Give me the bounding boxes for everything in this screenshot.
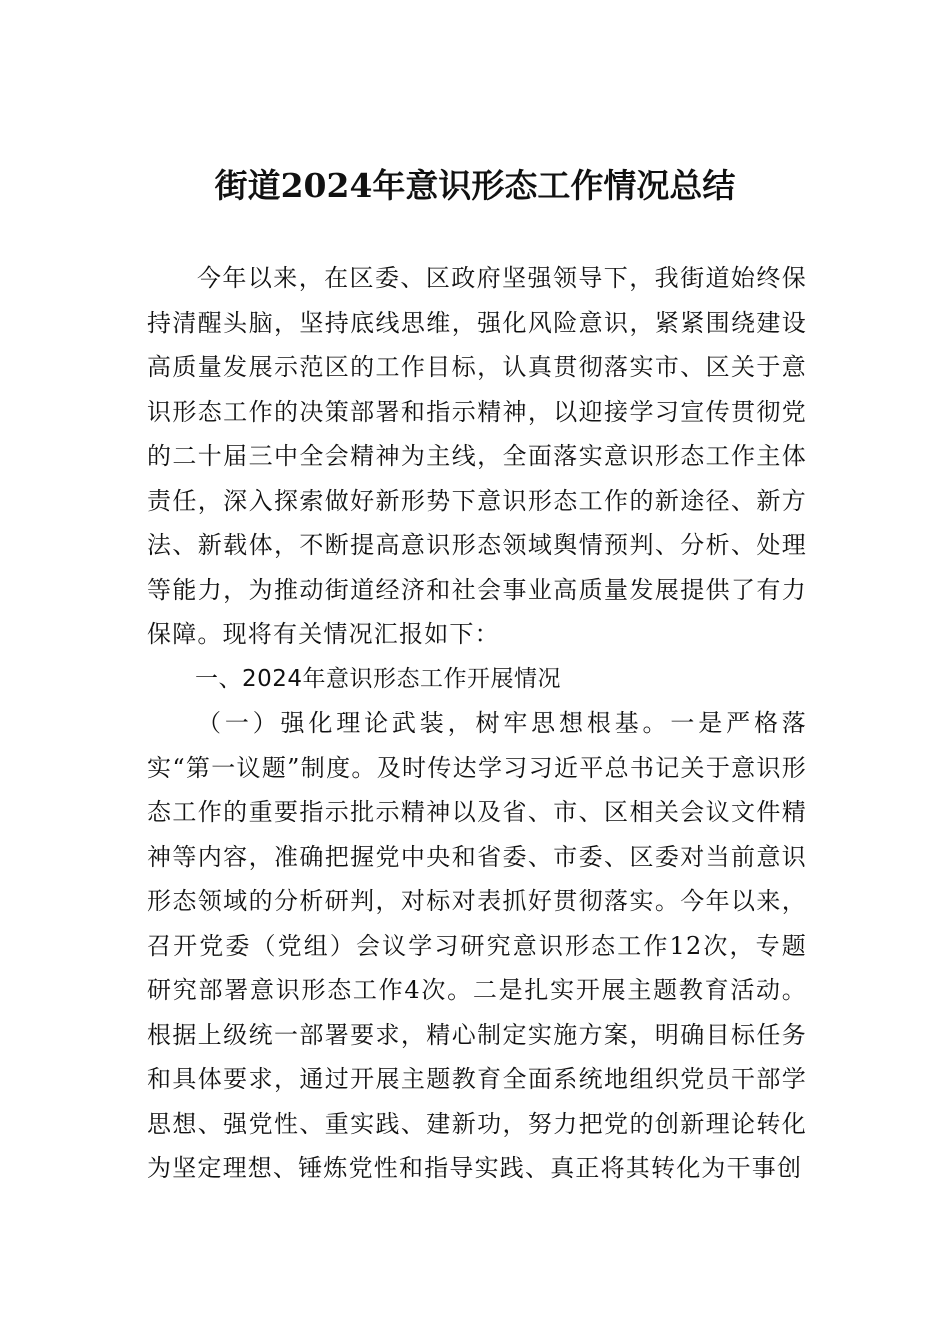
section-heading: 一、2024年意识形态工作开展情况 [195, 665, 562, 692]
intro-paragraph: 今年以来，在区委、区政府坚强领导下，我街道始终保持清醒头脑，坚持底线思维，强化风险意识，紧紧围绕建设高质量发展示范区的工作目标，认真贯彻落实市、区关于意识形态工作的决策部署和指示精神，以迎接学习宣传贯彻党的二十届三中全会精神为主线，全面落实意识形态工作主体责任，深入探索做好新形势下意识形态工作的新途径、新方法、新载体，不断提高意识形态领域舆情预判、分析、处理等能力，为推动街道经济和社会事业高质量发展提供了有力保障。现将有关情况汇报如下： [147, 264, 807, 648]
section-paragraph: （一）强化理论武装，树牢思想根基。一是严格落实“第一议题”制度。及时传达学习习近平总书记关于意识形态工作的重要指示批示精神以及省、市、区相关会议文件精神等内容，准确把握党中央和省委、市委、区委对当前意识形态领域的分析研判，对标对表抓好贯彻落实。今年以来，召开党委（党组）会议学习研究意识形态工作12次，专题研究部署意识形态工作4次。二是扎实开展主题教育活动。根据上级统一部署要求，精心制定实施方案，明确目标任务和具体要求，通过开展主题教育全面系统地组织党员干部学思想、强党性、重实践、建新功，努力把党的创新理论转化为坚定理想、锤炼党性和指导实践、真正将其转化为干事创 [147, 709, 807, 1182]
document-title: 街道2024年意识形态工作情况总结 [214, 166, 736, 205]
document-body [147, 256, 807, 1191]
